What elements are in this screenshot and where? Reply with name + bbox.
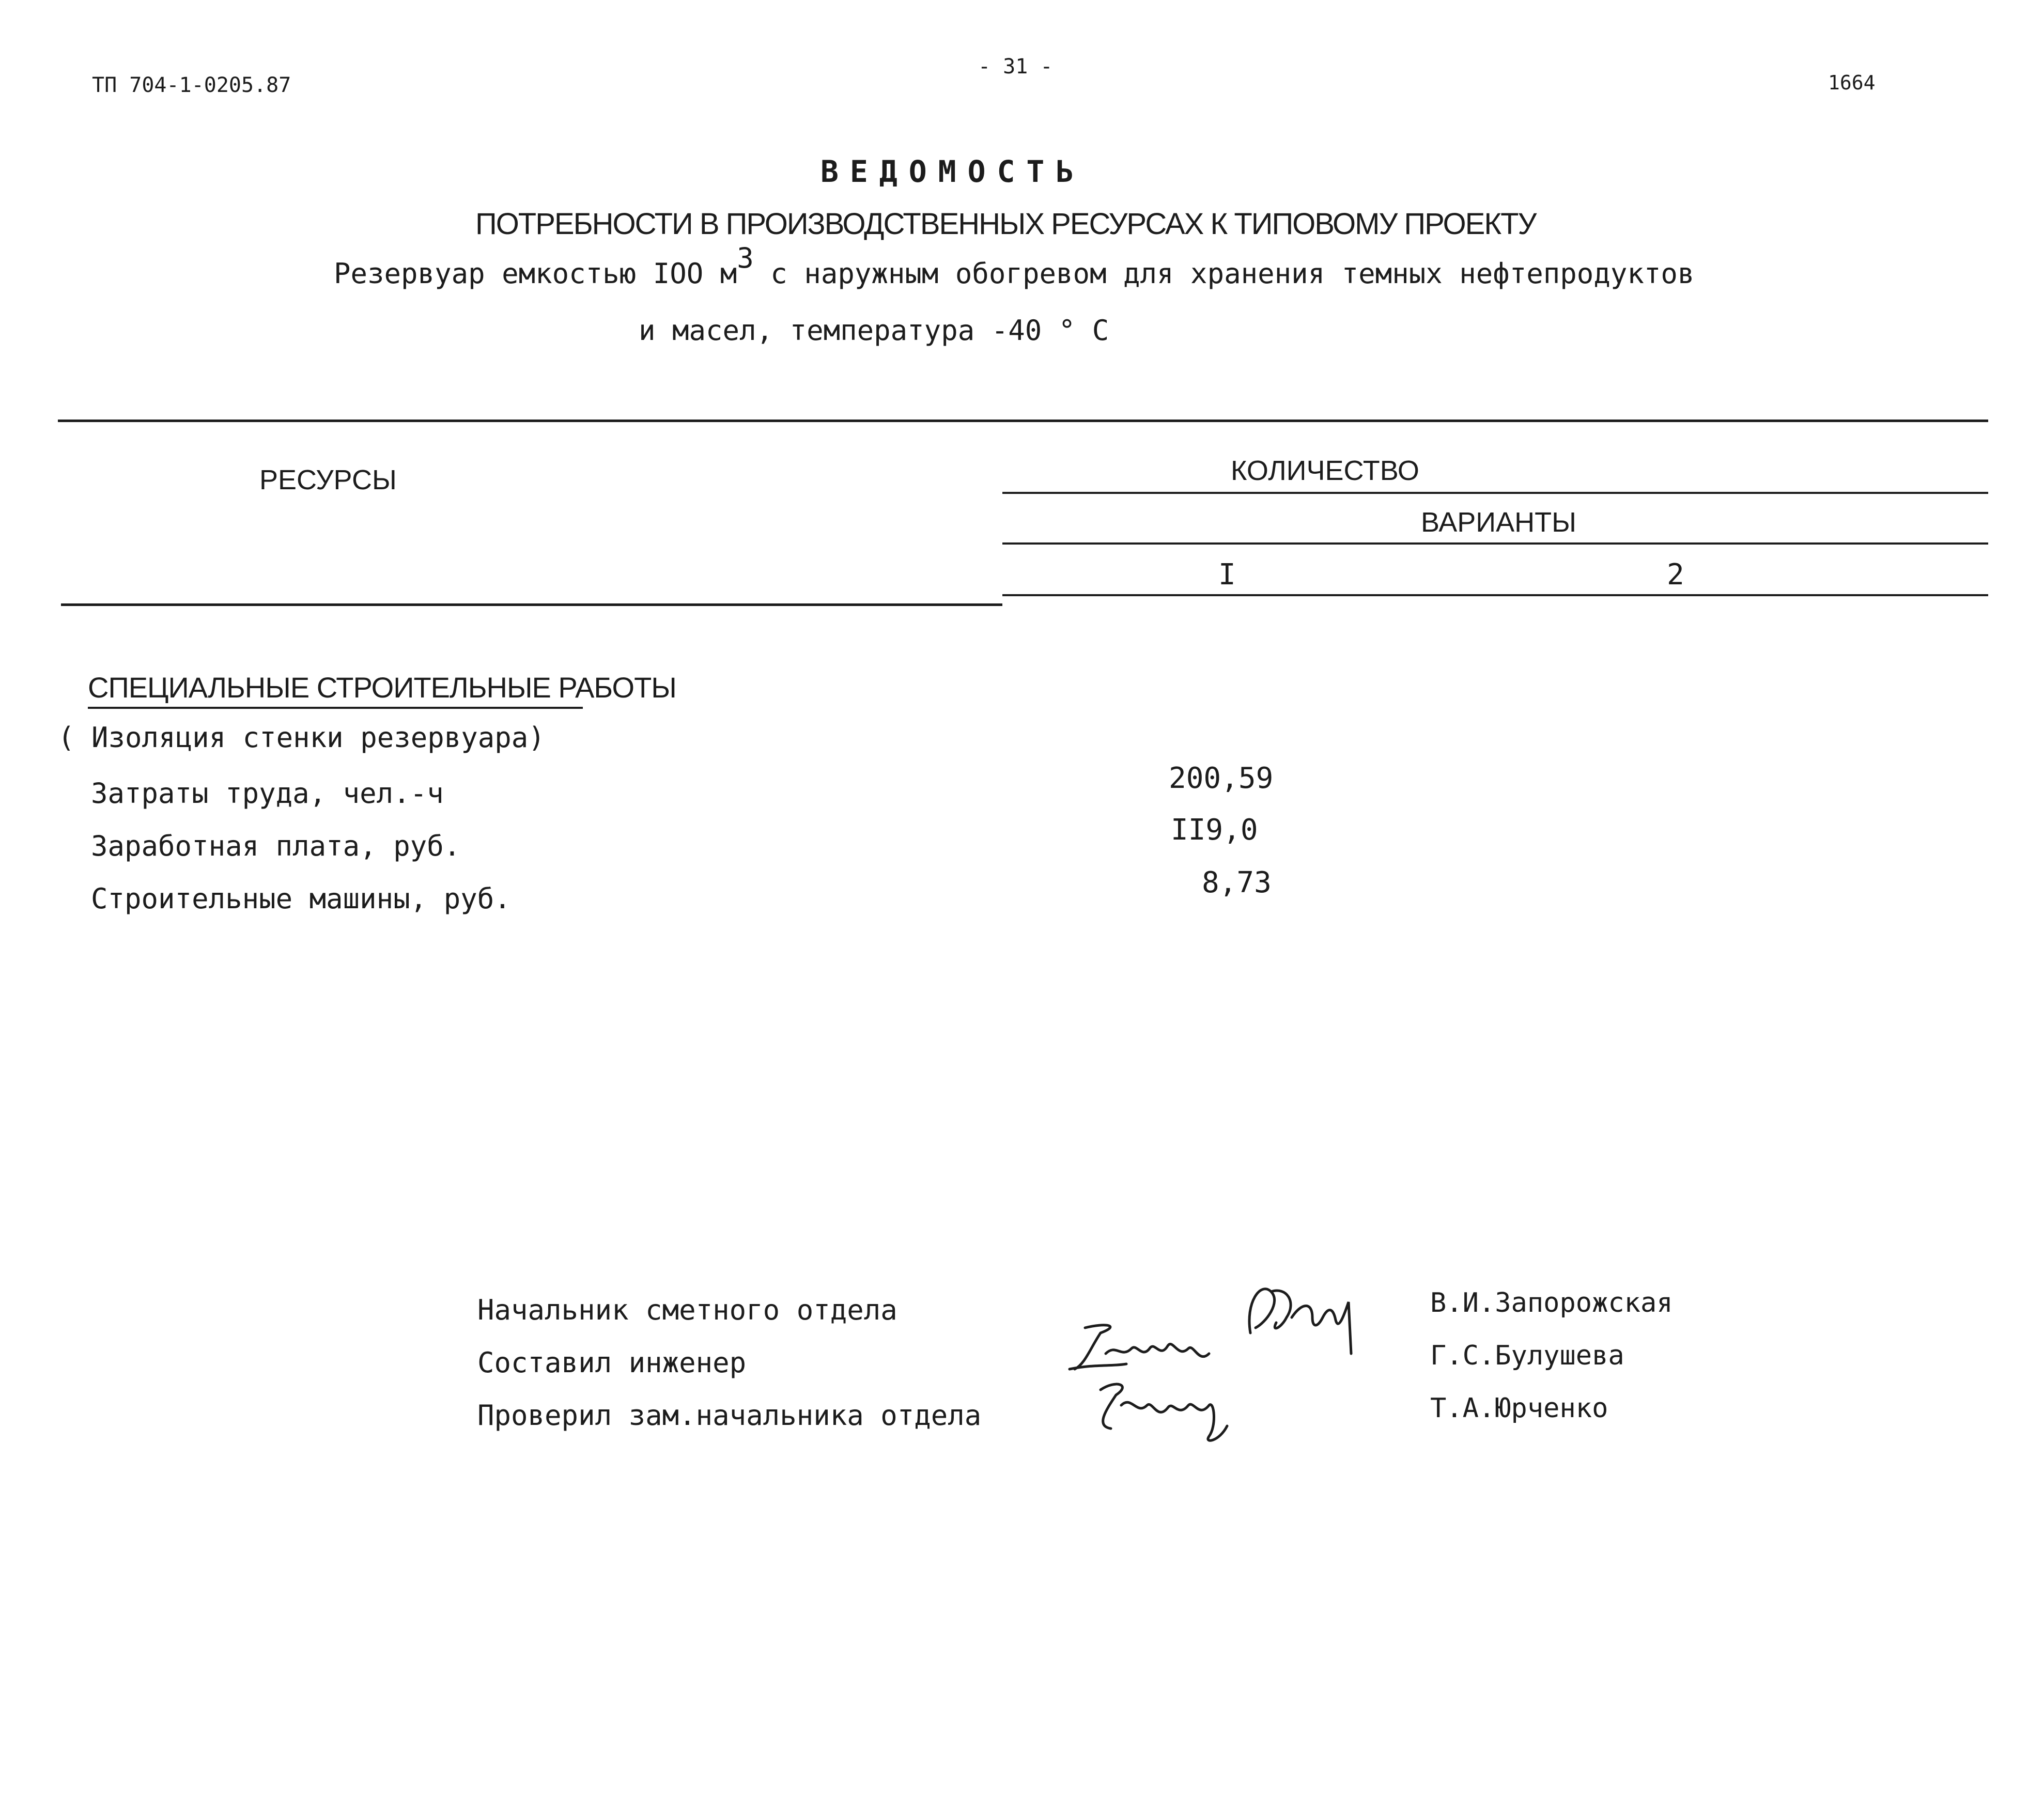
resource-row-label: Затраты труда, чел.-ч: [91, 777, 444, 810]
signature-role: Составил инженер: [477, 1346, 747, 1379]
project-description-line2: и масел, температура -40 ° С: [639, 314, 1109, 347]
sheet-number: 1664: [1828, 71, 1876, 94]
column-header-variant-1: I: [1218, 558, 1236, 592]
variant-numbers-rule: [1002, 594, 1988, 596]
column-header-resources: РЕСУРСЫ: [259, 464, 397, 495]
table-top-rule: [58, 420, 1988, 422]
section-subtitle: ( Изоляция стенки резервуара): [58, 721, 545, 754]
document-subtitle: ПОТРЕБНОСТИ В ПРОИЗВОДСТВЕННЫХ РЕСУРСАХ К ТИПОВОМУ ПРОЕКТУ: [475, 207, 1536, 241]
column-header-quantity: КОЛИЧЕСТВО: [1231, 455, 1419, 486]
signature-name: Г.С.Булушева: [1430, 1340, 1624, 1371]
resource-row-label: Строительные машины, руб.: [91, 882, 511, 915]
section-title-underline: [88, 707, 583, 709]
resource-row-value: II9,0: [1171, 813, 1258, 847]
handwritten-signature: [1085, 1369, 1250, 1447]
column-header-variants: ВАРИАНТЫ: [1421, 507, 1576, 538]
project-description-text-rest: с наружным обогревом для хранения темных нефтепродуктов: [753, 257, 1695, 290]
signature-role: Проверил зам.начальника отдела: [477, 1399, 982, 1432]
signature-name: Т.А.Юрченко: [1430, 1393, 1608, 1424]
document-code: ТП 704-1-0205.87: [92, 73, 291, 97]
cubic-superscript: 3: [737, 242, 754, 274]
table-header-bottom-rule: [61, 603, 1002, 606]
resource-row-value: 200,59: [1169, 762, 1274, 795]
signature-name: В.И.Запорожская: [1430, 1287, 1673, 1318]
section-title: СПЕЦИАЛЬНЫЕ СТРОИТЕЛЬНЫЕ РАБОТЫ: [88, 671, 676, 704]
project-description-text: Резервуар емкостью IOO м: [334, 257, 737, 290]
handwritten-signature: [1240, 1271, 1364, 1364]
column-header-variant-2: 2: [1667, 558, 1684, 592]
document-title: ВЕДОМОСТЬ: [820, 154, 1086, 189]
variants-rule: [1002, 542, 1988, 545]
resource-row-value: 8,73: [1202, 866, 1272, 899]
page-number: - 31 -: [978, 55, 1053, 79]
signature-role: Начальник сметного отдела: [477, 1294, 897, 1326]
project-description-line1: [334, 242, 1695, 290]
resource-row-label: Заработная плата, руб.: [91, 830, 461, 862]
quantity-rule: [1002, 492, 1988, 494]
